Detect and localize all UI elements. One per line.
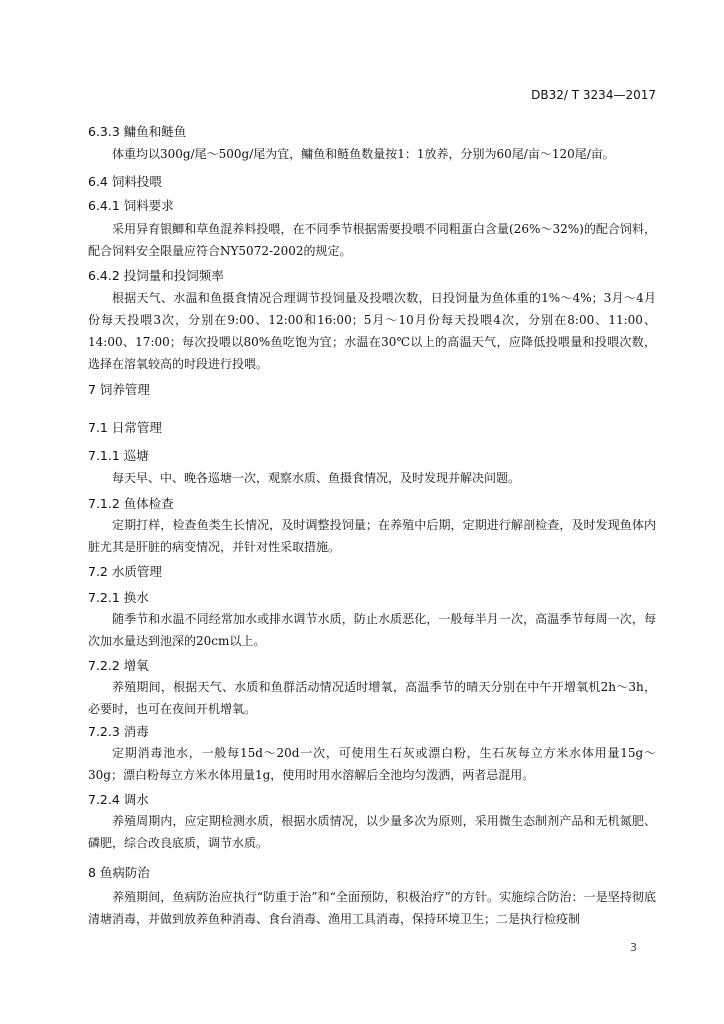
document-code: DB32/ T 3234—2017 — [531, 88, 656, 102]
heading-7: 7 饲养管理 — [88, 382, 150, 397]
heading-8: 8 鱼病防治 — [88, 865, 150, 880]
heading-7-2: 7.2 水质管理 — [88, 564, 162, 579]
paragraph-7-2-3: 定期消毒池水，一般每15d～20d一次，可使用生石灰或漂白粉，生石灰每立方米水体用量15g～30g；漂白粉每立方米水体用量1g，使用时用水溶解后全池均匀泼洒，两者忌混用。 — [88, 746, 656, 782]
heading-7-2-1: 7.2.1 换水 — [88, 590, 149, 605]
heading-6-4: 6.4 饲料投喂 — [88, 174, 162, 189]
paragraph-7-2-2: 养殖期间，根据天气、水质和鱼群活动情况适时增氧，高温季节的晴天分别在中午开增氧机2h～3h，必要时，也可在夜间开机增氧。 — [88, 680, 656, 716]
paragraph-6-4-2: 根据天气、水温和鱼摄食情况合理调节投饲量及投喂次数，日投饲量为鱼体重的1%～4%；3月～4月份每天投喂3次，分别在9:00、12:00和16:00；5月～10月份每天投喂4次，分别在8:00、11:00、14:00、17:00；每次投喂以80%鱼吃饱为宜；水温在30℃以上的高温天气，应降低投喂量和投喂次数，选择在溶氧较高的时段进行投喂。 — [88, 291, 656, 371]
heading-6-4-2: 6.4.2 投饲量和投饲频率 — [88, 268, 224, 283]
heading-6-4-1: 6.4.1 饲料要求 — [88, 198, 174, 213]
heading-7-1-1: 7.1.1 巡塘 — [88, 448, 149, 463]
heading-7-1-2: 7.1.2 鱼体检查 — [88, 496, 174, 511]
paragraph-6-4-1: 采用异育银鲫和草鱼混养料投喂，在不同季节根据需要投喂不同粗蛋白含量(26%～32%)的配合饲料，配合饲料安全限量应符合NY5072-2002的规定。 — [88, 222, 656, 258]
paragraph-7-2-1: 随季节和水温不同经常加水或排水调节水质，防止水质恶化，一般每半月一次，高温季节每周一次，每次加水量达到池深的20cm以上。 — [88, 612, 656, 648]
heading-7-2-4: 7.2.4 调水 — [88, 792, 149, 807]
paragraph-7-1-1: 每天早、中、晚各巡塘一次，观察水质、鱼摄食情况，及时发现并解决问题。 — [112, 471, 521, 485]
heading-7-2-3: 7.2.3 消毒 — [88, 724, 149, 739]
paragraph-8: 养殖期间，鱼病防治应执行“防重于治”和“全面预防，积极治疗”的方针。实施综合防治：一是坚持彻底清塘消毒，并做到放养鱼种消毒、食台消毒、渔用工具消毒，保持环境卫生；二是执行检疫制 — [88, 890, 656, 926]
heading-7-2-2: 7.2.2 增氧 — [88, 658, 149, 673]
paragraph-7-1-2: 定期打样，检查鱼类生长情况，及时调整投饲量；在养殖中后期，定期进行解剖检查，及时发现鱼体内脏尤其是肝脏的病变情况，并针对性采取措施。 — [88, 518, 656, 554]
paragraph-6-3-3: 体重均以300g/尾～500g/尾为宜，鳙鱼和鲢鱼数量按1：1放养，分别为60尾/亩～120尾/亩。 — [112, 147, 615, 161]
heading-7-1: 7.1 日常管理 — [88, 420, 162, 435]
page-number: 3 — [630, 941, 637, 954]
paragraph-7-2-4: 养殖周期内，应定期检测水质，根据水质情况，以少量多次为原则，采用微生态制剂产品和无机氮肥、磷肥，综合改良底质，调节水质。 — [88, 814, 656, 850]
heading-6-3-3: 6.3.3 鳙鱼和鲢鱼 — [88, 124, 187, 139]
